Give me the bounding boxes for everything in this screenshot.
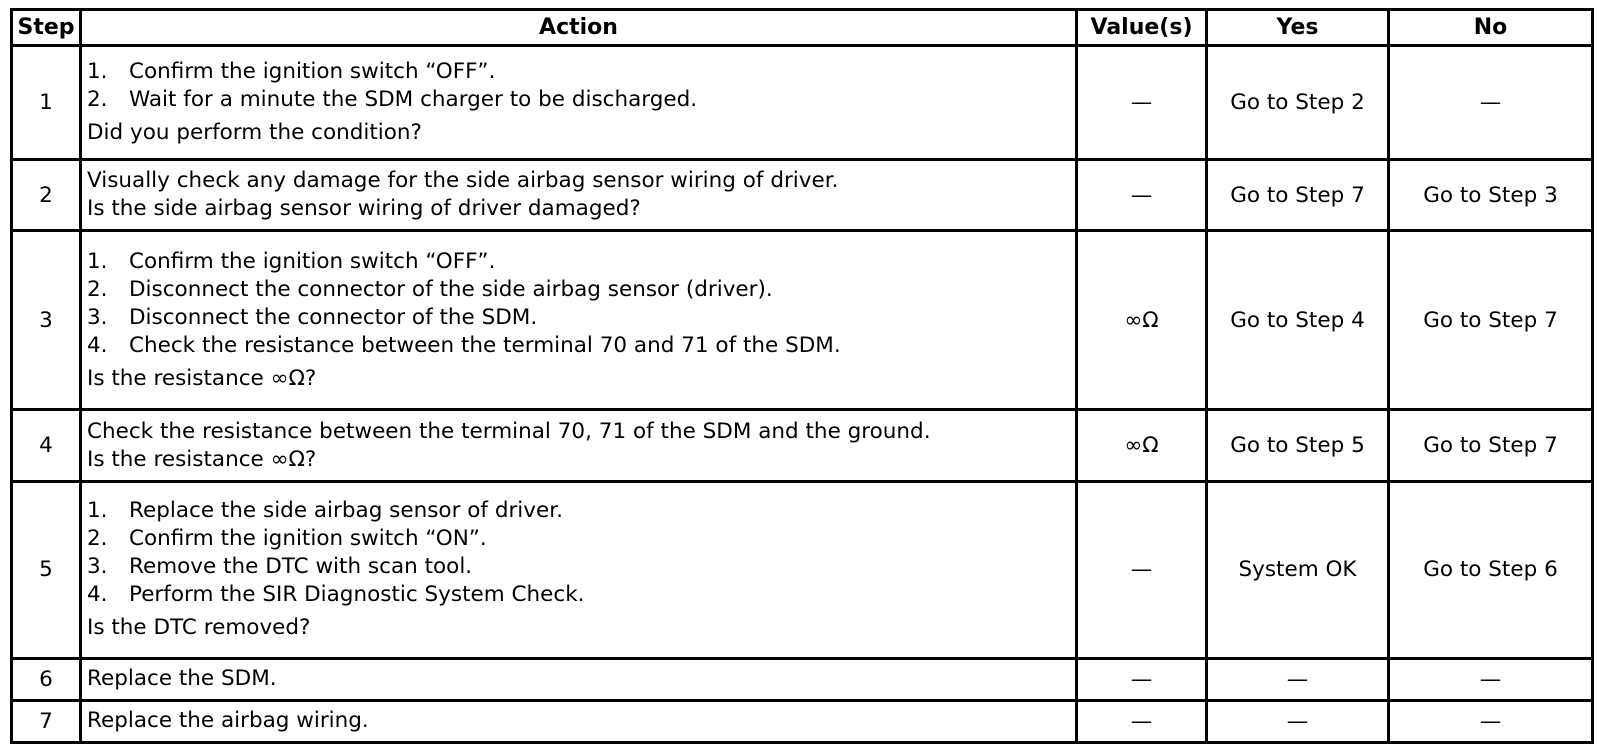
no-cell: Go to Step 7	[1389, 410, 1593, 482]
header-step: Step	[12, 10, 81, 46]
value-cell: —	[1077, 159, 1207, 231]
value-cell: —	[1077, 658, 1207, 700]
yes-cell: —	[1207, 700, 1389, 742]
value-cell: —	[1077, 700, 1207, 742]
table-row	[12, 700, 1593, 742]
header-row	[12, 10, 1593, 46]
item-number: 3.	[87, 304, 108, 330]
item-text: Replace the side airbag sensor of driver.	[129, 498, 563, 524]
action-item	[87, 553, 1070, 581]
action-question: Is the resistance ∞Ω?	[87, 446, 317, 472]
item-number: 4.	[87, 582, 108, 608]
item-number: 2.	[87, 526, 108, 552]
action-line: Visually check any damage for the side airbag sensor wiring of driver.	[87, 168, 839, 193]
item-text: Wait for a minute the SDM charger to be discharged.	[129, 86, 698, 112]
header-yes: Yes	[1207, 10, 1389, 46]
no-cell: —	[1389, 700, 1593, 742]
action-cell	[81, 46, 1077, 160]
value-cell: —	[1077, 46, 1207, 160]
action-cell	[81, 231, 1077, 410]
action-cell	[81, 159, 1077, 231]
no-cell: Go to Step 7	[1389, 231, 1593, 410]
action-question: Did you perform the condition?	[87, 119, 422, 145]
table-row	[12, 481, 1593, 658]
no-cell: Go to Step 3	[1389, 159, 1593, 231]
no-cell: Go to Step 6	[1389, 481, 1593, 658]
action-question: Is the DTC removed?	[87, 615, 311, 641]
action-cell	[81, 700, 1077, 742]
item-number: 1.	[87, 248, 108, 274]
step-number: 2	[12, 159, 81, 231]
item-text: Perform the SIR Diagnostic System Check.	[129, 582, 585, 608]
no-cell: —	[1389, 46, 1593, 160]
action-item	[87, 276, 1070, 304]
item-text: Disconnect the connector of the side airbag sensor (driver).	[129, 276, 773, 302]
action-item	[87, 86, 1070, 114]
table-row	[12, 231, 1593, 410]
action-question: Is the resistance ∞Ω?	[87, 365, 317, 391]
action-cell	[81, 410, 1077, 482]
item-text: Check the resistance between the terminal 70 and 71 of the SDM.	[129, 332, 841, 358]
header-values: Value(s)	[1077, 10, 1207, 46]
yes-cell: Go to Step 5	[1207, 410, 1389, 482]
action-item	[87, 304, 1070, 332]
step-number: 1	[12, 46, 81, 160]
step-number: 6	[12, 658, 81, 700]
header-no: No	[1389, 10, 1593, 46]
action-cell	[81, 658, 1077, 700]
diagnostic-table	[10, 8, 1594, 744]
table-row	[12, 658, 1593, 700]
table-row	[12, 46, 1593, 160]
yes-cell: Go to Step 7	[1207, 159, 1389, 231]
step-number: 7	[12, 700, 81, 742]
action-item	[87, 332, 1070, 360]
table-row	[12, 159, 1593, 231]
value-cell: —	[1077, 481, 1207, 658]
yes-cell: System OK	[1207, 481, 1389, 658]
step-number: 4	[12, 410, 81, 482]
value-cell: ∞Ω	[1077, 231, 1207, 410]
action-item	[87, 525, 1070, 553]
step-number: 3	[12, 231, 81, 410]
action-cell	[81, 481, 1077, 658]
yes-cell: Go to Step 4	[1207, 231, 1389, 410]
action-item	[87, 58, 1070, 86]
item-text: Remove the DTC with scan tool.	[129, 554, 473, 580]
header-action: Action	[81, 10, 1077, 46]
yes-cell: —	[1207, 658, 1389, 700]
item-number: 4.	[87, 332, 108, 358]
yes-cell: Go to Step 2	[1207, 46, 1389, 160]
no-cell: —	[1389, 658, 1593, 700]
item-text: Confirm the ignition switch “OFF”.	[129, 58, 496, 84]
value-cell: ∞Ω	[1077, 410, 1207, 482]
item-text: Confirm the ignition switch “OFF”.	[129, 248, 496, 274]
table-row	[12, 410, 1593, 482]
action-line: Replace the airbag wiring.	[87, 708, 369, 734]
action-item	[87, 581, 1070, 609]
item-number: 2.	[87, 86, 108, 112]
item-text: Confirm the ignition switch “ON”.	[129, 526, 487, 552]
item-number: 1.	[87, 58, 108, 84]
item-number: 2.	[87, 276, 108, 302]
step-number: 5	[12, 481, 81, 658]
action-item	[87, 497, 1070, 525]
action-line: Check the resistance between the terminal 70, 71 of the SDM and the ground.	[87, 418, 931, 444]
item-number: 1.	[87, 498, 108, 524]
action-line: Replace the SDM.	[87, 666, 277, 692]
item-text: Disconnect the connector of the SDM.	[129, 304, 538, 330]
action-item	[87, 248, 1070, 276]
item-number: 3.	[87, 554, 108, 580]
action-question: Is the side airbag sensor wiring of driver damaged?	[87, 196, 641, 221]
